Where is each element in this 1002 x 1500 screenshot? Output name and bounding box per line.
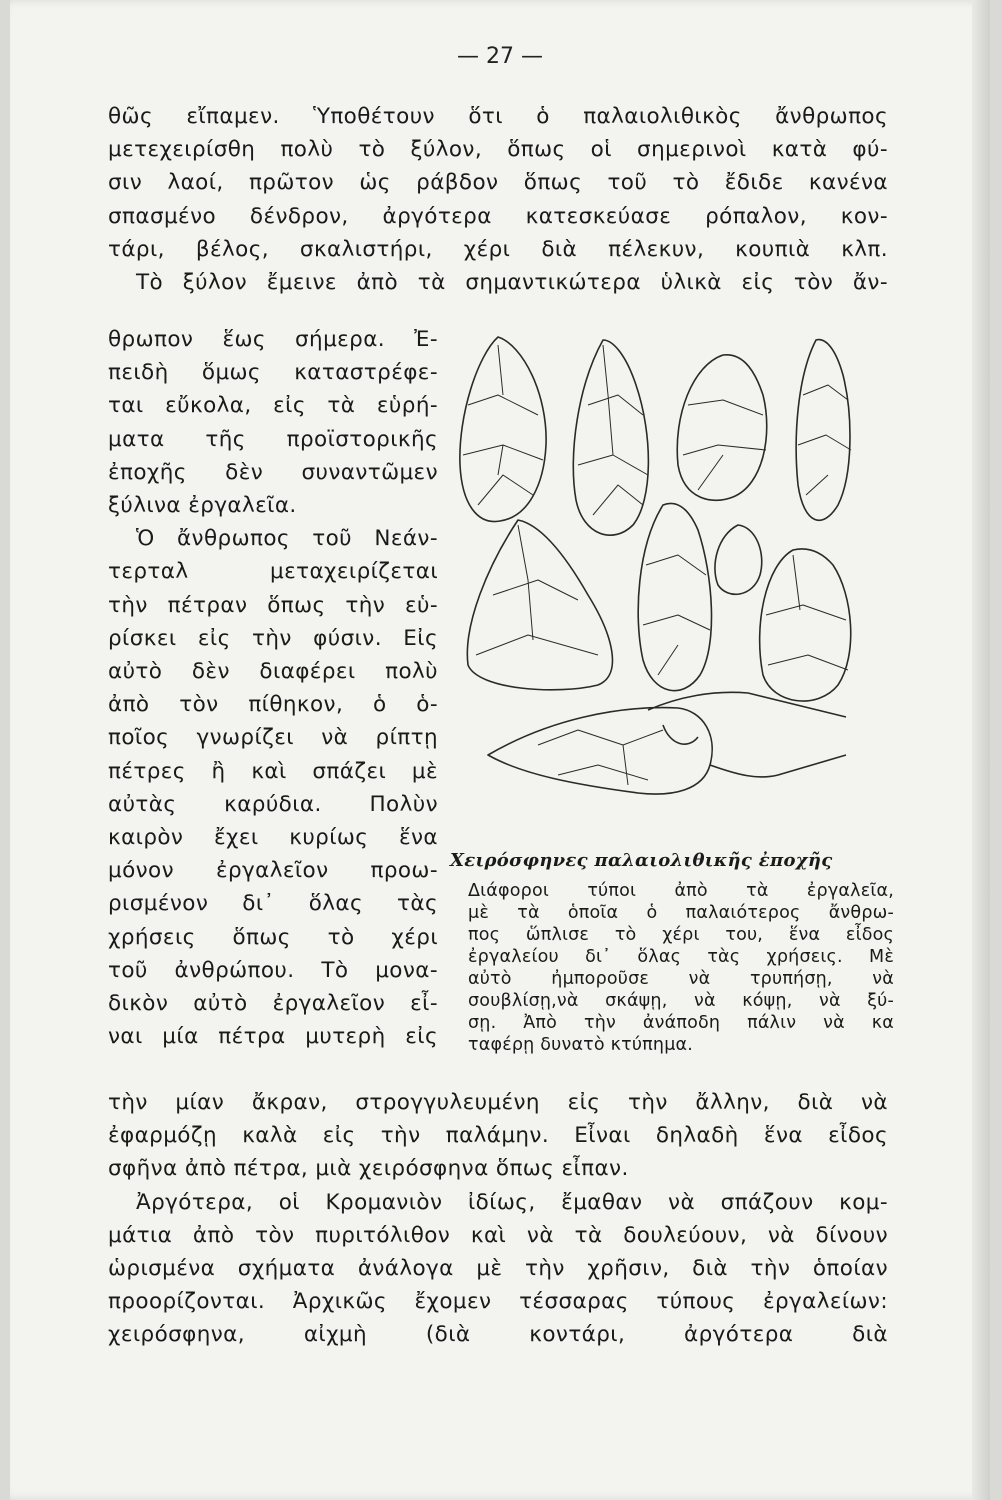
text-line: αὐτὸ δὲν διαφέρει πολὺ — [108, 659, 438, 685]
hand-axe-4-facets — [798, 385, 851, 495]
caption-line: ἐργαλείου δι᾿ ὅλας τὰς χρήσεις. Μὲ — [468, 947, 894, 967]
hand-axes-illustration — [448, 325, 868, 825]
page-edge — [972, 0, 990, 1500]
text-line: ποῖος γνωρίζει νὰ ρίπτῃ — [108, 725, 438, 751]
text-line: αὐτὰς καρύδια. Πολὺν — [108, 791, 438, 817]
caption-line: σουβλίσῃ,νὰ σκάψῃ, νὰ κόψῃ, νὰ ξύ- — [468, 991, 894, 1011]
text-line: δικὸν αὐτὸ ἐργαλεῖον εἶ- — [108, 991, 438, 1017]
text-line: Ἀργότερα, οἱ Κρομανιὸν ἰδίως, ἔμαθαν νὰ σπάζουν κομ- — [136, 1189, 888, 1215]
left-column-text — [108, 323, 438, 1053]
caption-line: ταφέρῃ δυνατὸ κτύπημα. — [468, 1035, 694, 1055]
hand-axe-5 — [467, 520, 612, 690]
hand-axe-1 — [460, 337, 546, 522]
text-line: μάτια ἀπὸ τὸν πυριτόλιθον καὶ νὰ τὰ δουλεύουν, νὰ δίνουν — [108, 1222, 888, 1248]
text-line: προορίζονται. Ἀρχικῶς ἔχομεν τέσσαρας τύπους ἐργαλείων: — [108, 1289, 888, 1315]
hand-axe-7 — [715, 525, 762, 594]
text-line: χειρόσφηνα, αἰχμὴ (διὰ κοντάρι, ἀργότερα διὰ — [108, 1322, 888, 1348]
figure-caption — [468, 880, 894, 1056]
text-line: σπασμένο δένδρον, ἀργότερα κατεσκεύασε ρόπαλον, κον- — [108, 203, 888, 229]
book-page — [10, 0, 990, 1500]
text-line: μετεχειρίσθη πολὺ τὸ ξύλον, ὅπως οἱ σημερινοὶ κατὰ φύ- — [108, 137, 888, 163]
text-line: τὴν μίαν ἄκραν, στρογγυλευμένη εἰς τὴν ἄλλην, διὰ νὰ — [108, 1090, 888, 1115]
hand-axe-3 — [677, 355, 767, 501]
page-number: — 27 — — [457, 44, 543, 69]
text-line: πειδὴ ὅμως καταστρέφε- — [108, 360, 438, 386]
text-line: ὡρισμένα σχήματα ἀνάλογα μὲ τὴν χρῆσιν, διὰ τὴν ὁποίαν — [108, 1256, 888, 1282]
hand-axe-8-facets — [766, 555, 848, 670]
hand-outline — [648, 692, 846, 777]
hand-axe-2 — [573, 340, 648, 535]
caption-line: πος ὥπλισε τὸ χέρι του, ἕνα εἶδος — [468, 925, 894, 945]
text-line: ξύλινα ἐργαλεῖα. — [108, 493, 297, 519]
text-line: σφῆνα ἀπὸ πέτρα, μιὰ χειρόσφηνα ὅπως εἶπαν. — [108, 1156, 629, 1182]
text-line: τάρι, βέλος, σκαλιστήρι, χέρι διὰ πέλεκυν, κουπιὰ κλπ. — [108, 236, 888, 262]
top-paragraph — [108, 100, 888, 299]
text-line: ἐποχῆς δὲν συναντῶμεν — [108, 459, 438, 485]
held-hand-axe-facets — [538, 730, 663, 785]
text-line: καιρὸν ἔχει κυρίως ἕνα — [108, 825, 438, 851]
hand-axe-6 — [638, 503, 711, 690]
text-line: μόνον ἐργαλεῖον προω- — [108, 858, 438, 884]
text-line: πέτρες ἢ καὶ σπάζει μὲ — [108, 758, 438, 784]
caption-line: Διάφοροι τύποι ἀπὸ τὰ ἐργαλεῖα, — [468, 881, 894, 901]
text-line: θρωπον ἕως σήμερα. Ἐ- — [108, 327, 438, 352]
text-line: ἀπὸ τὸν πίθηκον, ὁ ὁ- — [108, 692, 438, 718]
hand-axe-4 — [796, 340, 850, 521]
hand-axe-2-facets — [578, 345, 648, 515]
text-line: ματα τῆς προϊστορικῆς — [108, 426, 438, 452]
text-line: ται εὔκολα, εἰς τὰ εὑρή- — [108, 393, 438, 419]
text-line: σιν λαοί, πρῶτον ὡς ράβδον ὅπως τοῦ τὸ ἔδιδε κανένα — [108, 170, 888, 196]
text-line: χρήσεις ὅπως τὸ χέρι — [108, 924, 438, 950]
hand-axe-8 — [760, 549, 851, 701]
hand-axe-1-facets — [463, 345, 543, 505]
text-line: Τὸ ξύλον ἔμεινε ἀπὸ τὰ σημαντικώτερα ὑλικὰ εἰς τὸν ἄν- — [136, 270, 888, 296]
caption-line: αὐτὸ ἠμποροῦσε νὰ τρυπήσῃ, νὰ — [468, 969, 894, 989]
caption-line: μὲ τὰ ὁποῖα ὁ παλαιότερος ἄνθρω- — [468, 903, 894, 923]
text-line: ἐφαρμόζῃ καλὰ εἰς τὴν παλάμην. Εἶναι δηλαδὴ ἕνα εἶδος — [108, 1123, 888, 1149]
text-line: ναι μία πέτρα μυτερὴ εἰς — [108, 1024, 438, 1050]
text-line: τερταλ μεταχειρίζεται — [108, 559, 438, 585]
figure-caption-title: Χειρόσφηνες παλαιολιθικῆς ἐποχῆς — [450, 850, 833, 871]
text-line: ρίσκει εἰς τὴν φύσιν. Εἰς — [108, 625, 438, 651]
text-line: τὴν πέτραν ὅπως τὴν εὑ- — [108, 592, 438, 618]
caption-line: σῃ. Ἀπὸ τὴν ἀνάποδη πάλιν νὰ κα — [468, 1013, 894, 1033]
text-line: τοῦ ἀνθρώπου. Τὸ μονα- — [108, 957, 438, 983]
text-line: θῶς εἴπαμεν. Ὑποθέτουν ὅτι ὁ παλαιολιθικὸς ἄνθρωπος — [108, 104, 888, 129]
text-line: ρισμένον δι᾿ ὅλας τὰς — [108, 891, 438, 917]
bottom-paragraph — [108, 1086, 888, 1352]
hand-axe-3-facets — [683, 400, 766, 490]
hand-axe-5-facets — [476, 525, 598, 655]
held-hand-axe — [488, 708, 712, 794]
text-line: Ὁ ἄνθρωπος τοῦ Νεάν- — [136, 526, 438, 552]
hand-axe-6-facets — [643, 555, 710, 675]
